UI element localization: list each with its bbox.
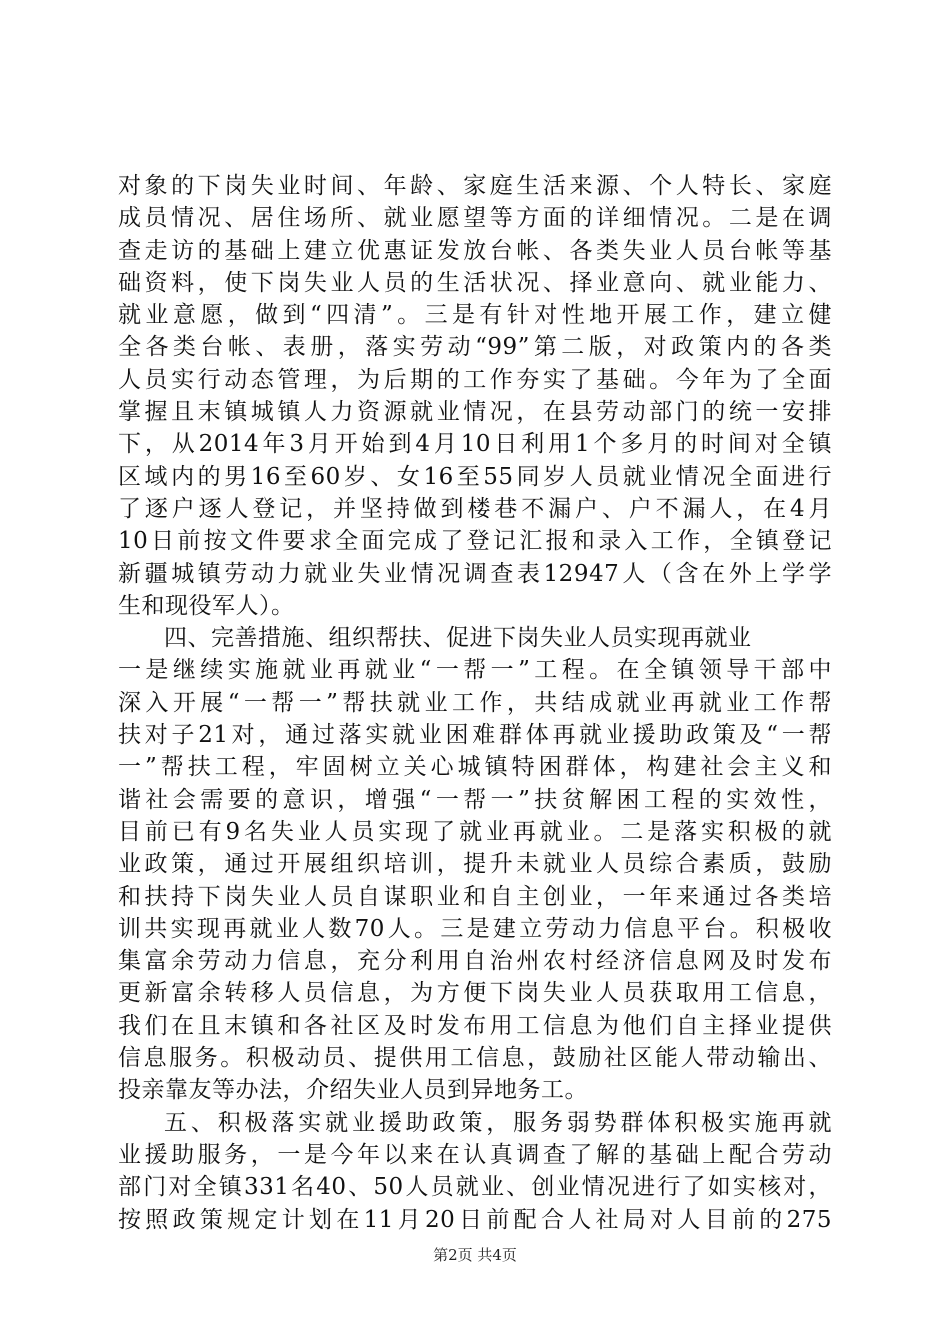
text-line: 一”帮扶工程，牢固树立关心城镇特困群体，构建社会主义和 bbox=[118, 754, 832, 781]
text-line: 深入开展“一帮一”帮扶就业工作，共结成就业再就业工作帮 bbox=[118, 689, 832, 716]
text-line: 更新富余转移人员信息，为方便下岗失业人员获取用工信息， bbox=[118, 980, 832, 1007]
section-heading-line: 四、完善措施、组织帮扶、促进下岗失业人员实现再就业 bbox=[164, 625, 752, 652]
text-line: 信息服务。积极动员、提供用工信息，鼓励社区能人带动输出、 bbox=[118, 1045, 832, 1072]
document-body bbox=[118, 170, 832, 1236]
text-line: 集富余劳动力信息，充分利用自治州农村经济信息网及时发布 bbox=[118, 948, 832, 975]
text-line: 了逐户逐人登记，并坚持做到楼巷不漏户、户不漏人，在4月 bbox=[118, 495, 832, 522]
text-line: 部门对全镇331名40、50人员就业、创业情况进行了如实核对， bbox=[118, 1174, 832, 1201]
text-line: 掌握且末镇城镇人力资源就业情况，在县劳动部门的统一安排 bbox=[118, 399, 832, 426]
text-line: 础资料，使下岗失业人员的生活状况、择业意向、就业能力、 bbox=[118, 269, 832, 296]
text-line: 对象的下岗失业时间、年龄、家庭生活来源、个人特长、家庭 bbox=[118, 173, 832, 199]
text-line: 成员情况、居住场所、就业愿望等方面的详细情况。二是在调 bbox=[118, 205, 832, 232]
text-line: 和扶持下岗失业人员自谋职业和自主创业，一年来通过各类培 bbox=[118, 883, 832, 910]
text-line: 业援助服务，一是今年以来在认真调查了解的基础上配合劳动 bbox=[118, 1141, 832, 1168]
text-line: 就业意愿，做到“四清”。三是有针对性地开展工作，建立健 bbox=[118, 302, 832, 329]
text-line: 按照政策规定计划在11月20日前配合人社局对人目前的275 bbox=[118, 1206, 832, 1233]
text-line: 投亲靠友等办法，介绍失业人员到异地务工。 bbox=[118, 1077, 588, 1104]
text-line: 下，从2014年3月开始到4月10日利用1个多月的时间对全镇 bbox=[118, 431, 832, 458]
text-line: 我们在且末镇和各社区及时发布用工信息为他们自主择业提供 bbox=[118, 1012, 832, 1039]
text-line: 查走访的基础上建立优惠证发放台帐、各类失业人员台帐等基 bbox=[118, 237, 832, 264]
text-line: 生和现役军人）。 bbox=[118, 592, 295, 619]
text-line: 全各类台帐、表册，落实劳动“99”第二版，对政策内的各类 bbox=[118, 334, 832, 361]
text-line: 新疆城镇劳动力就业失业情况调查表12947人（含在外上学学 bbox=[118, 560, 832, 587]
text-line: 扶对子21对，通过落实就业困难群体再就业援助政策及“一帮 bbox=[118, 722, 832, 749]
text-line: 训共实现再就业人数70人。三是建立劳动力信息平台。积极收 bbox=[118, 915, 832, 942]
text-line: 区域内的男16至60岁、女16至55同岁人员就业情况全面进行 bbox=[118, 463, 832, 490]
text-line: 一是继续实施就业再就业“一帮一”工程。在全镇领导干部中 bbox=[118, 657, 832, 684]
page-number: 第2页 共4页 bbox=[433, 1246, 517, 1264]
text-line: 10日前按文件要求全面完成了登记汇报和录入工作，全镇登记 bbox=[118, 528, 832, 555]
text-line: 目前已有9名失业人员实现了就业再就业。二是落实积极的就 bbox=[118, 818, 832, 845]
text-line: 谐社会需要的意识，增强“一帮一”扶贫解困工程的实效性， bbox=[118, 786, 832, 813]
text-line: 业政策，通过开展组织培训，提升未就业人员综合素质，鼓励 bbox=[118, 851, 832, 878]
section-heading-line: 五、积极落实就业援助政策，服务弱势群体积极实施再就 bbox=[164, 1109, 832, 1136]
text-line: 人员实行动态管理，为后期的工作夯实了基础。今年为了全面 bbox=[118, 366, 832, 393]
